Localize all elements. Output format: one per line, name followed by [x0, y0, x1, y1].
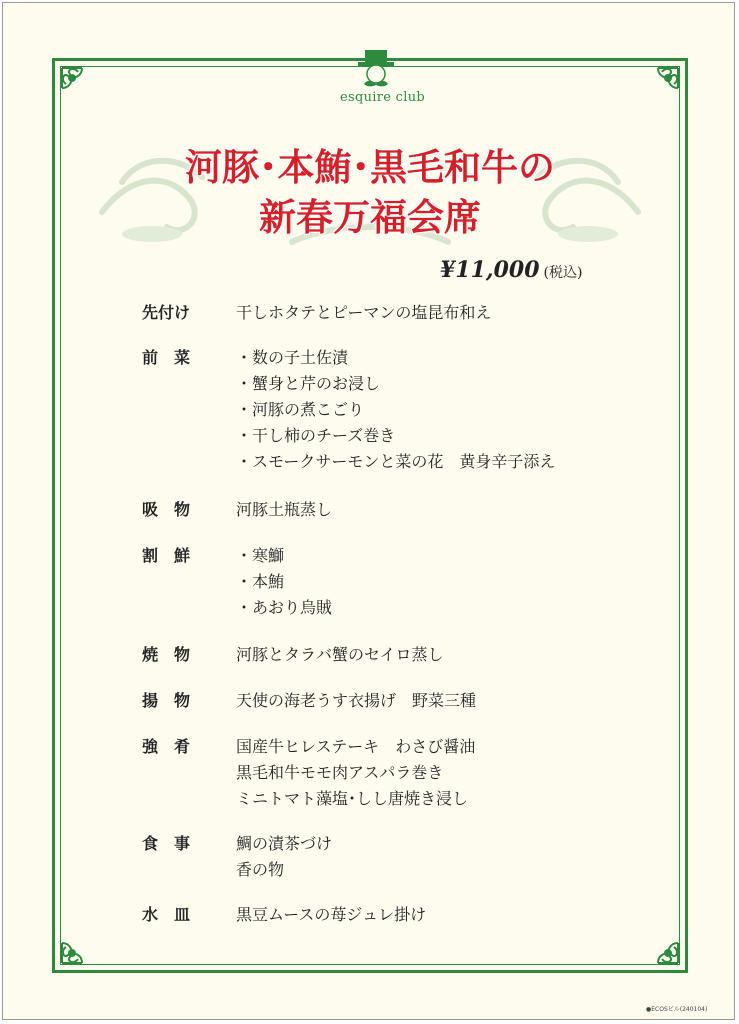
course-dishes	[236, 345, 555, 475]
dish: ・あおり烏賊	[236, 598, 333, 617]
course-name: 強 肴	[142, 737, 191, 756]
course-dishes	[236, 902, 426, 928]
price-tax-note: (税込)	[543, 265, 583, 281]
course-dishes	[236, 497, 332, 523]
course-name: 割 鮮	[142, 546, 191, 565]
corner-ornament-icon	[52, 919, 106, 973]
course-dishes	[236, 734, 475, 812]
course-name: 焼 物	[142, 645, 191, 664]
print-code: ●ECOSビル(240104)	[646, 1006, 708, 1013]
course-name: 前 菜	[142, 348, 191, 367]
course-name: 水 皿	[142, 905, 191, 924]
dish: 鯛の漬茶づけ	[236, 834, 333, 853]
corner-ornament-icon	[52, 58, 106, 112]
dish: ・寒鰤	[236, 546, 285, 565]
dish: ・本鮪	[236, 572, 285, 591]
dish: ・数の子土佐漬	[236, 348, 349, 367]
top-hat-mustache-icon	[356, 48, 396, 92]
dish: ・干し柿のチーズ巻き	[236, 426, 396, 445]
dish: ミニトマト藻塩･しし唐焼き浸し	[236, 789, 469, 808]
course-name: 揚 物	[142, 691, 191, 710]
course-dishes	[236, 642, 444, 668]
corner-ornament-icon	[634, 919, 688, 973]
dish: 河豚とタラバ蟹のセイロ蒸し	[236, 645, 444, 664]
course-name: 先付け	[142, 303, 191, 322]
price-amount: ¥11,000	[440, 257, 540, 283]
menu-title	[70, 142, 670, 242]
course-dishes	[236, 688, 476, 714]
menu-title-line2: 新春万福会席	[259, 195, 481, 239]
dish: 河豚土瓶蒸し	[236, 500, 333, 519]
dish: ・河豚の煮こごり	[236, 400, 365, 419]
logo-text: esquire club	[340, 90, 425, 105]
course-price	[440, 257, 582, 283]
dish: ・スモークサーモンと菜の花 黄身辛子添え	[236, 452, 556, 471]
course-dishes	[236, 543, 332, 621]
corner-ornament-icon	[634, 58, 688, 112]
dish: ・蟹身と芹のお浸し	[236, 374, 381, 393]
dish: 香の物	[236, 860, 285, 879]
course-dishes	[236, 300, 491, 326]
course-dishes	[236, 831, 332, 883]
menu-title-line1: 河豚･本鮪･黒毛和牛の	[185, 145, 555, 189]
dish: 天使の海老うす衣揚げ 野菜三種	[236, 691, 477, 710]
dish: 黒豆ムースの苺ジュレ掛け	[236, 905, 427, 924]
dish: 干しホタテとピーマンの塩昆布和え	[236, 303, 492, 322]
course-name: 食 事	[142, 834, 191, 853]
esquire-club-logo	[340, 48, 425, 114]
dish: 国産牛ヒレステーキ わさび醤油	[236, 737, 476, 756]
course-name: 吸 物	[142, 500, 191, 519]
dish: 黒毛和牛モモ肉アスパラ巻き	[236, 763, 444, 782]
